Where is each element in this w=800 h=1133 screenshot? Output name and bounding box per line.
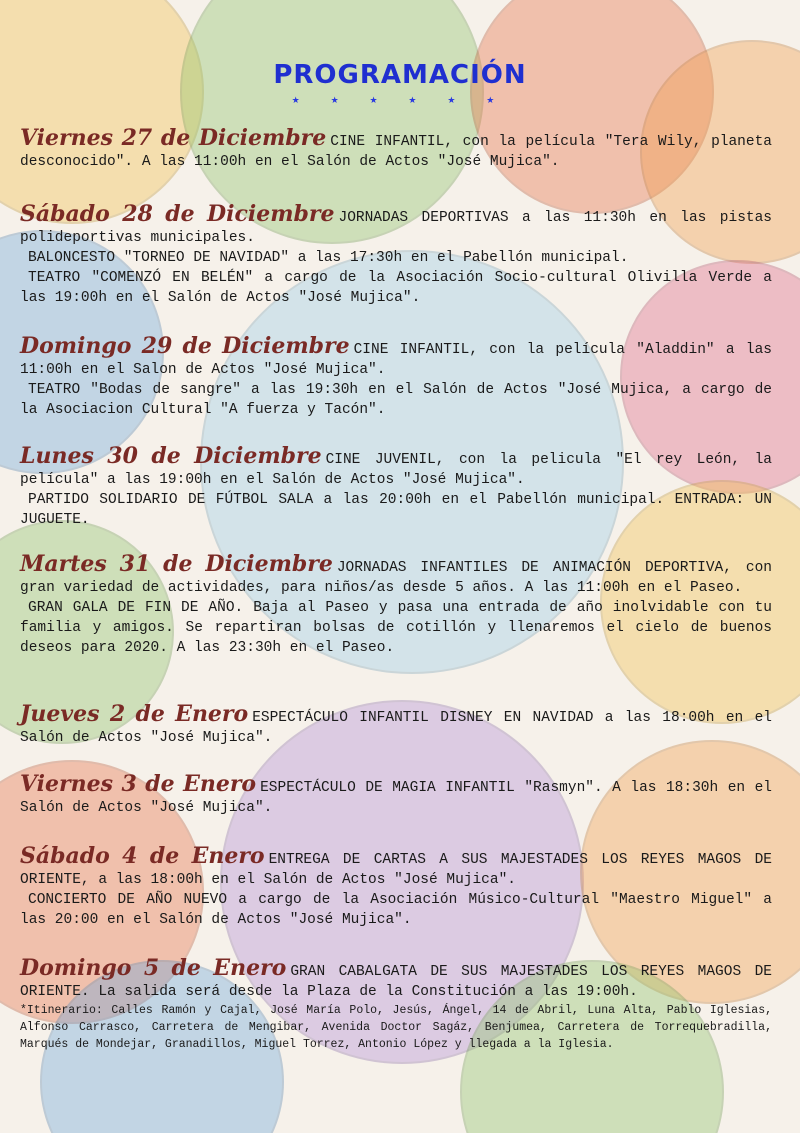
- event-text: GRAN CABALGATA DE SUS MAJESTADES LOS REYES MAGOS DE ORIENTE. La salida será desde la Plaza de la Constitución a las 19:00h.: [20, 964, 772, 1000]
- event-text: GRAN GALA DE FIN DE AÑO. Baja al Paseo y pasa una entrada de año inolvidable con tu familia y amigos. Se repartiran bolsas de cotillón y llenaremos el cielo de buenos deseos para 2020. A las 23:30h en el Paseo.: [20, 600, 772, 656]
- event-text: TEATRO "COMENZÓ EN BELÉN" a cargo de la Asociación Socio-cultural Olivilla Verde a las 19:00h en el Salón de Actos "José Mujica".: [20, 270, 772, 306]
- event-block: [20, 551, 772, 658]
- event-text: ENTREGA DE CARTAS A SUS MAJESTADES LOS REYES MAGOS DE ORIENTE, a las 18:00h en el Salón de Actos "José Mujica".: [20, 852, 772, 888]
- event-date: Martes 31 de Diciembre: [20, 551, 333, 577]
- title-stars-decoration: ★ ★ ★ ★ ★ ★: [291, 96, 509, 106]
- event-date: Viernes 3 de Enero: [20, 771, 257, 797]
- event-date: Sábado 28 de Diciembre: [20, 201, 335, 227]
- event-text: JORNADAS DEPORTIVAS a las 11:30h en las pistas polideportivas municipales.: [20, 210, 773, 246]
- event-block: [20, 843, 772, 930]
- event-date: Domingo 5 de Enero: [20, 955, 287, 981]
- event-text: ESPECTÁCULO DE MAGIA INFANTIL "Rasmyn". A las 18:30h en el Salón de Actos "José Mujica".: [20, 780, 772, 816]
- event-text: ESPECTÁCULO INFANTIL DISNEY EN NAVIDAD a las 18:00h en el Salón de Actos "José Mujica".: [20, 710, 772, 746]
- event-block: [20, 125, 772, 172]
- event-text: PARTIDO SOLIDARIO DE FÚTBOL SALA a las 20:00h en el Pabellón municipal. ENTRADA: UN JUGUETE.: [20, 492, 772, 528]
- event-text: JORNADAS INFANTILES DE ANIMACIÓN DEPORTIVA, con gran variedad de actividades, para niños/as desde 5 años. A las 11:00h en el Paseo.: [20, 560, 772, 596]
- event-block: [20, 443, 773, 530]
- event-date: Sábado 4 de Enero: [20, 843, 265, 869]
- event-text: TEATRO "Bodas de sangre" a las 19:30h en el Salón de Actos "José Mujica, a cargo de la Asociacion Cultural "A fuerza y Tacón".: [20, 382, 772, 418]
- event-date: Lunes 30 de Diciembre: [20, 443, 322, 469]
- event-block: [20, 201, 773, 308]
- itinerary-note: *Itinerario: Calles Ramón y Cajal, José María Polo, Jesús, Ángel, 14 de Abril, Luna Alta, Pablo Iglesias, Alfonso Carrasco, Carretera de Mengibar, Avenida Doctor Sagáz, Benjumea, Carretera de Torrequebradilla, Marqués de Mondejar, Granadillos, Miguel Torrez, Antonio López y llegada a la Iglesia.: [20, 1004, 772, 1051]
- event-text: BALONCESTO "TORNEO DE NAVIDAD" a las 17:30h en el Pabellón municipal.: [28, 250, 629, 266]
- event-date: Viernes 27 de Diciembre: [20, 125, 327, 151]
- event-date: Domingo 29 de Diciembre: [20, 333, 350, 359]
- page-title: PROGRAMACIÓN: [273, 60, 527, 90]
- event-text: CINE INFANTIL, con la película "Aladdin" a las 11:00h en el Salon de Actos "José Mujica".: [20, 342, 772, 378]
- event-date: Jueves 2 de Enero: [20, 701, 249, 727]
- event-block: [20, 771, 772, 818]
- event-block: [20, 333, 772, 420]
- event-text: CINE INFANTIL, con la película "Tera Wily, planeta desconocido". A las 11:00h en el Salón de Actos "José Mujica".: [20, 134, 772, 170]
- event-block: [20, 955, 772, 1053]
- event-block: [20, 701, 772, 748]
- event-text: CINE JUVENIL, con la pelicula "El rey León, la película" a las 19:00h en el Salón de Actos "José Mujica".: [20, 452, 773, 488]
- event-text: CONCIERTO DE AÑO NUEVO a cargo de la Asociación Músico-Cultural "Maestro Miguel" a las 20:00 en el Salón de Actos "José Mujica".: [20, 892, 772, 928]
